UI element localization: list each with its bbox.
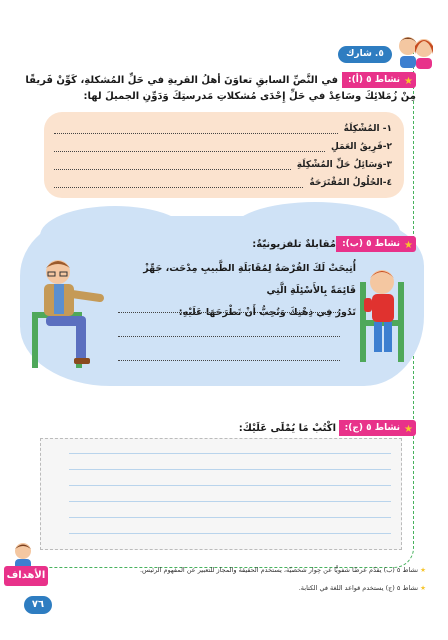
activity-a-instruction-2: مِنْ زُمَلائِكَ وسَاعِدْ في حَلِّ إِحْدَى مُشكلاتِ مَدرستِكَ وَدَوِّنِ الجميلَ لها: (83, 91, 416, 102)
answer-row (54, 174, 392, 192)
answer-line[interactable] (54, 124, 338, 134)
problem-solving-box (44, 112, 404, 198)
writing-line (69, 469, 391, 470)
answer-line[interactable] (54, 160, 291, 170)
star-icon: ★ (420, 584, 426, 592)
activity-c-title: اكْتُبْ مَا يُمْلَى عَلَيْكَ: (238, 423, 336, 434)
instruction-line-1: أُتِيحَتْ لَكَ الفُرْصَةُ لِمُقَابَلَةِ الطَّبيبِ مِدْحَت، جَهِّزْ قَائِمَةً بِالأَسْئِلَةِ الَّتِي (143, 263, 356, 296)
star-icon: ★ (404, 424, 413, 435)
writing-line (69, 453, 391, 454)
answer-row (54, 156, 392, 174)
answer-line[interactable] (54, 142, 325, 152)
instruction-line-2: تَدُورُ فِي ذِهْنِكَ وَتُحِبُّ أَنْ تَطْرَحَهَا عَلَيْهِ: (178, 307, 356, 318)
goals-label: الأهداف (4, 566, 48, 586)
answer-row (54, 120, 392, 138)
answer-line[interactable] (118, 312, 340, 313)
page-number: ٧٦ (24, 596, 52, 614)
activity-a-tag (342, 72, 416, 88)
activity-a-instruction-1: في النَّصِّ السابقِ تعاوَنَ أهلُ القريةِ في حَلِّ المُشكلةِ، كَوِّنْ فَريقًا (25, 75, 338, 86)
answer-line[interactable] (118, 336, 340, 337)
section-badge: ٥. شارك (338, 46, 392, 63)
activity-b-title: مُقابلةٌ تلفزيونيّةٌ: (252, 239, 336, 250)
goal-2 (76, 584, 426, 593)
writing-line (69, 517, 391, 518)
answer-line[interactable] (54, 178, 303, 188)
dictation-writing-area[interactable] (40, 438, 402, 550)
answer-row (54, 138, 392, 156)
activity-b-instruction (130, 258, 356, 324)
star-icon: ★ (404, 76, 413, 87)
answer-line[interactable] (118, 360, 340, 361)
children-icon (394, 30, 438, 70)
item-label: ٣-وَسَائِلُ حَلِّ المُشْكِلَةِ (296, 160, 392, 170)
item-label: ١- المُشْكِلَةُ (343, 124, 392, 134)
activity-b-tag-label: نشاط ٥ (ب): (342, 239, 400, 249)
goal-2-text: نشاط ٥ (ج) يستخدم قواعد اللغة في الكتابة. (298, 584, 419, 592)
activity-c-tag (339, 420, 416, 436)
goal-1-text: نشاط ٥ (ب) يقدّم عرضًا شفويًّا عن حِوار شخصيّة، يستخدم الحقيقة والمجاز للتعبير عن المفهوم الرئيس. (139, 566, 419, 574)
goal-1 (76, 566, 426, 575)
item-label: ٢-فَرِيقُ العَمَلِ (331, 142, 392, 152)
star-icon: ★ (404, 240, 413, 251)
item-label: ٤-الحُلُولُ المُقْتَرَحَةُ (309, 178, 392, 188)
writing-line (69, 501, 391, 502)
writing-line (69, 485, 391, 486)
star-icon: ★ (420, 566, 426, 574)
child-on-chair-illustration (354, 258, 414, 366)
activity-c-tag-label: نشاط ٥ (ج): (344, 423, 400, 433)
doctor-on-chair-illustration (28, 254, 116, 370)
writing-line (69, 533, 391, 534)
activity-b-tag (336, 236, 416, 252)
activity-a-tag-label: نشاط ٥ (أ): (348, 75, 400, 85)
